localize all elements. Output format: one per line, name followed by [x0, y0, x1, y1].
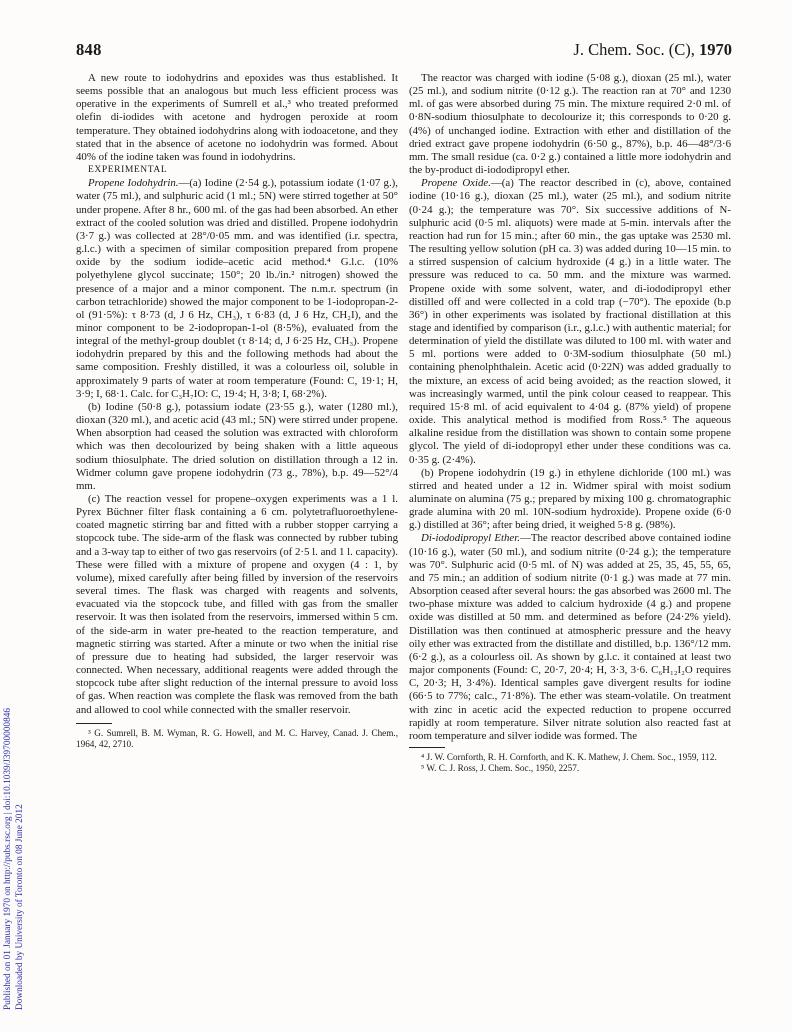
- journal-name: J. Chem. Soc. (C),: [573, 40, 695, 59]
- footnotes-right: [409, 747, 731, 775]
- journal-year: 1970: [699, 40, 732, 59]
- paragraph-oxide-a: [409, 177, 731, 466]
- footnotes-left: [76, 723, 398, 751]
- paragraph-text: —(a) The reactor described in (c), above, contained iodine (10·16 g.), dioxan (25 ml.), water (25 ml.), and sodium nitrite (0·24 g.); the temperature was 70°. Six successive additions of N-sulphuric acid (0·5 ml. aliquots) were made at 5-min. intervals after the reaction had run for 15 min.; after 60 min., the gas uptake was 2530 ml. The resulting yellow solution (pH ca. 3) was added during 10—15 min. to a stirred suspension of calcium hydroxide (4 g.) in a little water. The pressure was reduced to ca. 50 mm. and the mixture was warmed. Propene oxide with some solvent, water, and di-iododipropyl ether distilled off and were collected in a cold trap (−70°). The epoxide (b.p 36°) in other experiments was isolated by fractional distillation at this stage and identified by comparison (i.r., g.l.c.) with authentic material; for determination of yield the distillate was diluted to 100 ml. with water and 5 ml. portions were added to 0·3M-sodium thiosulphate (50 ml.) containing phenolphthalein. Acetic acid (0·22N) was added gradually to the mixture, an excess of acid being avoided; as the reaction slowed, it was increasingly warmed, until the pink colour ceased to reappear. This required 15·8 ml. of acid equivalent to 4·04 g. (87% yield) of propene oxide. This analytical method is modified from Ross.⁵ The aqueous alkaline residue from the distillation was shown to contain some propene glycol. The yield of di-iodopropyl ether under these conditions was ca. 0·35 g. (2·4%).: [409, 177, 731, 466]
- subsection-title-ether: Di-iododipropyl Ether.: [421, 532, 520, 545]
- watermark-downloaded-line: Downloaded by University of Toronto on 08 June 2012: [15, 804, 25, 1010]
- subsection-title-propene-iodohydrin: Propene Iodohydrin.: [88, 177, 179, 190]
- watermark-published-line: Published on 01 January 1970 on http://pubs.rsc.org | doi:10.1039/J39700000846: [3, 707, 13, 1010]
- paragraph-iodohydrin-b: (b) Iodine (50·8 g.), potassium iodate (23·55 g.), water (1280 ml.), dioxan (320 ml.), and acetic acid (43 ml.; 5N) were stirred under propene. When absorption had ceased the solution was extracted with chloroform which was then decolourized by being shaken with a little aqueous sodium thiosulphate. The dried solution on distillation through a 12 in. Widmer column gave propene iodohydrin (73 g., 78%), b.p. 49—52°/4 mm.: [76, 400, 398, 492]
- page-number: 848: [76, 40, 102, 59]
- paragraph-oxide-b: (b) Propene iodohydrin (19 g.) in ethylene dichloride (100 ml.) was stirred and heated under a 12 in. Widmer spiral with moist sodium aluminate on alumina (75 g.; prepared by mixing 100 g. chromatographic grade alumina with 20 ml. 10N-sodium hydroxide). Propene oxide (6·0 g.) distilled at 36°; after being dried, it weighed 5·8 g. (98%).: [409, 466, 731, 532]
- footnote-rule: [409, 747, 445, 748]
- paragraph-text: —(a) Iodine (2·54 g.), potassium iodate (1·07 g.), water (75 ml.), and sulphuric acid (1 ml.; 5N) were stirred together at 50° under propene. After 8 hr., 600 ml. of the gas had been absorbed. An ether extract of the cooled solution was dried and distilled. Propene iodohydrin (3·7 g.) was collected at 28°/0·05 mm. and was identified (i.r. spectra, g.l.c.) with a specimen of similar composition prepared from propene oxide by the sodium iodide–acetic acid method.⁴ G.l.c. (10% polyethylene glycol succinate; 150°; 20 lb./in.² nitrogen) showed the presence of a major and a minor component. The n.m.r. spectrum (in carbon tetrachloride) showed the major component to be 1-iodopropan-2-ol (91·5%): τ 8·73 (d, J 6 Hz, CH₃), τ 6·83 (d, J 6 Hz, CH₂I), and the minor component to be 2-iodopropan-1-ol (8·5%), evaluated from the integral of the methyl-group doublet (τ 8·14; d, J 6·25 Hz, CH₃). Propene iodohydrin prepared by this and the following methods had about the same composition. Freshly distilled, it was a colourless oil, soluble in approximately 9 parts of water at room temperature (Found: C, 19·1; H, 3·9; I, 68·1. Calc. for C₃H₇IO: C, 19·4; H, 3·8; I, 68·2%).: [76, 177, 398, 400]
- paragraph-iodohydrin-c: (c) The reaction vessel for propene–oxygen experiments was a 1 l. Pyrex Büchner filter flask containing a 6 cm. polytetrafluoroethylene-coated magnetic stirring bar and fitted with a rubber stopper carrying a stopcock tube. The side-arm of the flask was connected by rubber tubing and a 3-way tap to either of two gas reservoirs (of 2·5 l. and 1 l. capacity). These were filled with a mixture of propene and oxygen (4 : 1, by volume), mixed carefully after being filled by inversion of the reservoirs several times. The flask was charged with reagents and solvents, evacuated via the stopcock tube, and filled with gas from the smaller reservoir. It was then isolated from the reservoirs, immersed within 5 cm. of the side-arm in water pre-heated to the reaction temperature, and magnetic stirring was started. After a minute or two when the initial rise of pressure due to heating had subsided, the larger reservoir was connected. When necessary, additional reagents were added through the stopcock tube after slight reduction of the internal pressure to avoid loss of gas. When reaction was complete the flask was removed from the bath and allowed to cool while connected with the smaller reservoir.: [76, 493, 398, 716]
- right-column: [409, 72, 731, 775]
- download-watermark: [2, 30, 26, 1010]
- left-column: [76, 72, 398, 751]
- footnote-rule: [76, 723, 112, 724]
- intro-paragraph: A new route to iodohydrins and epoxides was thus established. It seems possible that an analogous but much less efficient process was operative in the experiments of Sumrell et al.,³ who treated preformed olefin di-iodides with acetone and hydrogen peroxide at room temperature. They obtained iodohydrins along with iodoacetone, and they stated that in the absence of acetone no iodohydrin was formed. About 40% of the iodine taken was found in iodohydrins.: [76, 72, 398, 163]
- footnote-3: ³ G. Sumrell, B. M. Wyman, R. G. Howell, and M. C. Harvey, Canad. J. Chem., 1964, 42, 2710.: [76, 727, 398, 750]
- running-head: [573, 40, 732, 60]
- paragraph-iodohydrin-a: [76, 177, 398, 401]
- paragraph-text: —The reactor described above contained iodine (10·16 g.), water (50 ml.), and sodium nitrite (0·24 g.); the temperature was 70°. Sulphuric acid (0·5 ml. of N) was added at 25, 35, 45, 55, 65, and 75 min.; an addition of sodium nitrite (0·1 g.) was made at 77 min. Absorption ceased after several hours: the gas absorbed was 2600 ml. The two-phase mixture was added to calcium hydroxide (4 g.) and propene oxide was distilled at 50 mm. and determined as before (24·2% yield). Distillation was then continued at atmospheric pressure and the heavy oily ether was extracted from the distillate and distilled, b.p. 136°/12 mm. (6·2 g.), as a colourless oil. As shown by g.l.c. it contained at least two major components (Found: C, 20·7, 20·4; H, 3·3, 3·6. C₆H₁₂I₂O requires C, 20·3; H, 3·4%). Identical samples gave divergent results for iodine (66·5 to 77%; calc., 71·8%). The ether was steam-volatile. On treatment with zinc in acetic acid the expected reduction to propene occurred rapidly at room temperature. Silver nitrate solution also reacted fast at room temperature and silver iodide was formed. The: [409, 532, 731, 742]
- paragraph-ether: [409, 532, 731, 743]
- footnote-5: ⁵ W. C. J. Ross, J. Chem. Soc., 1950, 2257.: [421, 763, 580, 774]
- footnote-4: ⁴ J. W. Cornforth, R. H. Cornforth, and K. K. Mathew, J. Chem. Soc., 1959, 112.: [421, 751, 717, 762]
- section-heading-experimental: EXPERIMENTAL: [88, 165, 168, 176]
- subsection-title-propene-oxide: Propene Oxide.: [421, 177, 491, 190]
- paragraph-iodohydrin-c-continued: The reactor was charged with iodine (5·08 g.), dioxan (25 ml.), water (25 ml.), and sodium nitrite (0·12 g.). The reaction ran at 70° and 1230 ml. of gas were absorbed during 75 min. The mixture required 2·0 ml. of 0·8N-sodium thiosulphate to decolourize it; this corresponds to 0·20 g. (4%) of unchanged iodine. Extraction with ether and distillation of the dried extract gave propene iodohydrin (6·50 g., 87%), b.p. 46—48°/3·6 mm. The small residue (ca. 0·2 g.) contained a little more iodohydrin and the by-product di-iododipropyl ether.: [409, 72, 731, 177]
